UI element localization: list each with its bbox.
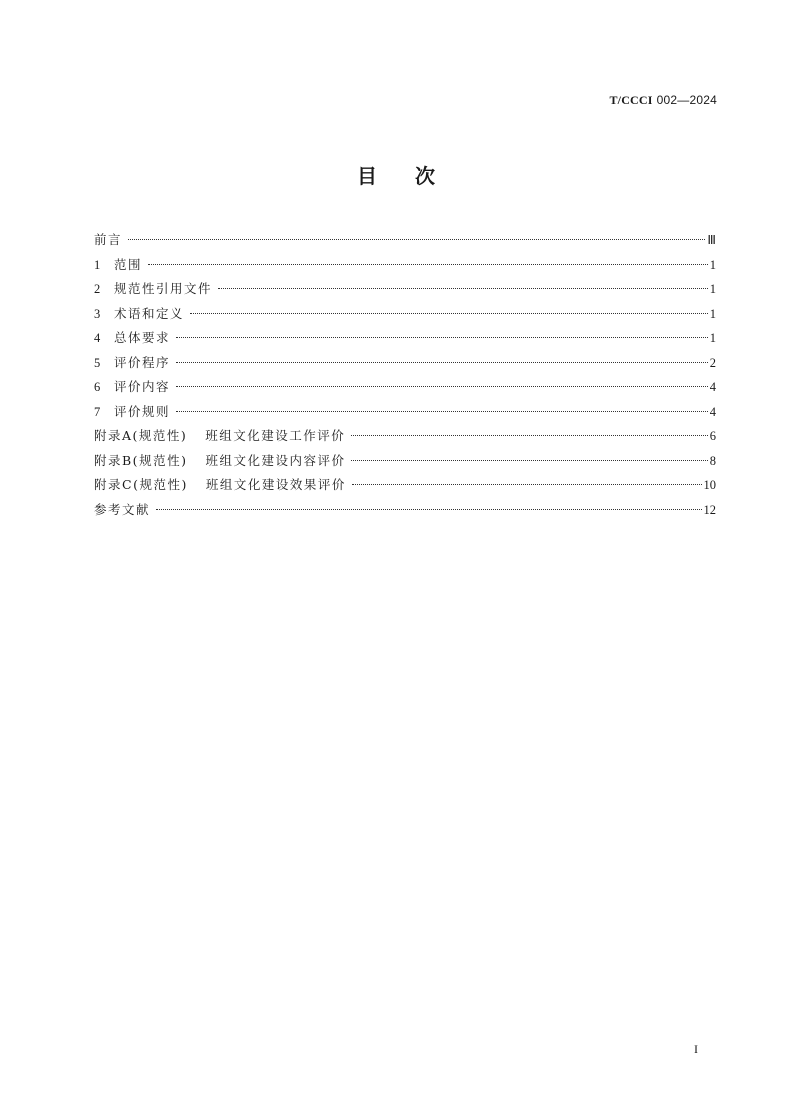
toc-entry-number: 2 xyxy=(94,282,101,296)
toc-entry-page: 6 xyxy=(709,429,716,443)
toc-entry-page: Ⅲ xyxy=(707,233,716,247)
toc-entry-subtitle: 班组文化建设内容评价 xyxy=(205,452,346,468)
document-code-prefix: T/CCCI xyxy=(609,93,653,107)
document-code xyxy=(609,93,717,108)
toc-leader-dots xyxy=(176,411,708,412)
toc-entry-foreword[interactable] xyxy=(94,228,716,253)
toc-leader-dots xyxy=(351,460,707,461)
toc-leader-dots xyxy=(190,313,708,314)
toc-entry-appendix-b[interactable] xyxy=(94,449,716,474)
toc-entry-7[interactable] xyxy=(94,400,716,425)
table-of-contents xyxy=(94,228,716,522)
toc-entry-appendix-a[interactable] xyxy=(94,424,716,449)
toc-entry-subtitle: 班组文化建设效果评价 xyxy=(205,477,346,492)
toc-leader-dots xyxy=(156,509,701,510)
toc-entry-page: 4 xyxy=(709,380,716,394)
toc-entry-page: 4 xyxy=(709,404,716,419)
toc-leader-dots xyxy=(176,386,708,387)
toc-entry-number: 5 xyxy=(94,355,101,370)
toc-entry-6[interactable] xyxy=(94,375,716,400)
toc-entry-label: 前言 xyxy=(94,232,123,247)
toc-entry-label: 附录A(规范性) xyxy=(94,428,188,443)
toc-entry-label: 总体要求 xyxy=(114,330,171,345)
toc-leader-dots xyxy=(218,288,708,289)
toc-entry-label: 术语和定义 xyxy=(114,305,185,321)
toc-entry-label: 评价规则 xyxy=(114,403,171,419)
toc-entry-1[interactable] xyxy=(94,253,716,278)
toc-leader-dots xyxy=(148,264,708,265)
toc-entry-5[interactable] xyxy=(94,351,716,376)
toc-leader-dots xyxy=(176,337,708,338)
toc-entry-page: 1 xyxy=(709,331,716,345)
page-number: I xyxy=(694,1042,698,1056)
toc-entry-2[interactable] xyxy=(94,277,716,302)
toc-leader-dots xyxy=(351,435,707,436)
toc-entry-label: 评价内容 xyxy=(114,379,171,394)
toc-entry-page: 1 xyxy=(709,306,716,321)
toc-entry-label: 参考文献 xyxy=(94,501,151,517)
page-title: 目次 xyxy=(357,164,473,188)
toc-leader-dots xyxy=(128,239,705,240)
toc-entry-label: 附录B(规范性) xyxy=(94,452,188,468)
document-code-number: 002—2024 xyxy=(656,93,717,107)
toc-entry-subtitle: 班组文化建设工作评价 xyxy=(205,428,346,443)
toc-entry-4[interactable] xyxy=(94,326,716,351)
toc-entry-page: 2 xyxy=(709,355,716,370)
toc-entry-page: 1 xyxy=(709,257,716,272)
toc-leader-dots xyxy=(176,362,708,363)
toc-entry-number: 1 xyxy=(94,257,101,272)
toc-entry-number: 7 xyxy=(94,404,101,419)
toc-entry-number: 3 xyxy=(94,306,101,321)
toc-entry-page: 1 xyxy=(709,282,716,296)
toc-entry-number: 6 xyxy=(94,380,101,394)
toc-leader-dots xyxy=(352,484,702,485)
toc-entry-label: 评价程序 xyxy=(114,354,171,370)
toc-entry-label: 范围 xyxy=(114,256,143,272)
toc-entry-label: 规范性引用文件 xyxy=(114,281,213,296)
toc-entry-page: 8 xyxy=(709,453,716,468)
toc-entry-label: 附录C(规范性) xyxy=(94,477,188,492)
toc-entry-3[interactable] xyxy=(94,302,716,327)
toc-entry-appendix-c[interactable] xyxy=(94,473,716,498)
toc-entry-number: 4 xyxy=(94,331,101,345)
toc-entry-page: 12 xyxy=(703,502,716,517)
toc-entry-page: 10 xyxy=(703,478,716,492)
toc-entry-references[interactable] xyxy=(94,498,716,523)
